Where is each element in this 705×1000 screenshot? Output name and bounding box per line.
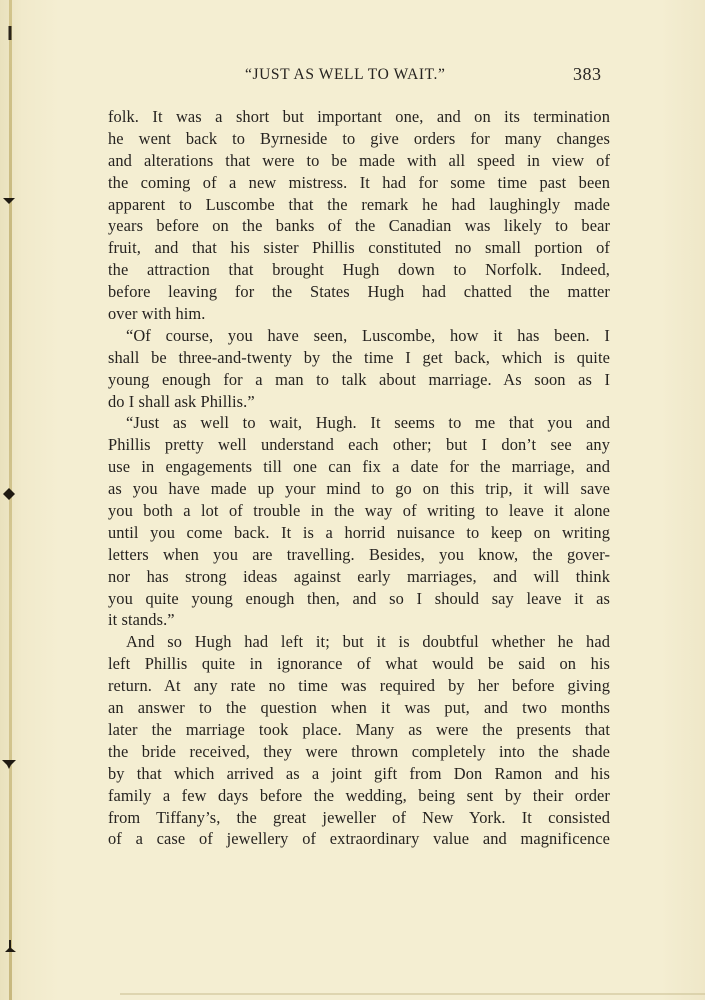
text-line: by that which arrived as a joint gift from Don Ramon and his — [108, 763, 610, 783]
text-line: from Tiffany’s, the great jeweller of New York. It consisted — [108, 807, 610, 827]
text-line: and alterations that were to be made with all speed in view of — [108, 150, 610, 170]
text-line: you both a lot of trouble in the way of writing to leave it alone — [108, 501, 610, 521]
text-line: later the marriage took place. Many as were the presents that — [108, 719, 610, 739]
running-head-title: “JUST AS WELL TO WAIT.” — [245, 66, 446, 83]
binding-edge — [0, 0, 24, 1000]
text-line: the coming of a new mistress. It had for some time past been — [108, 172, 610, 192]
text-line: And so Hugh had left it; but it is doubtful whether he had — [126, 632, 610, 652]
text-line: over with him. — [108, 304, 206, 324]
text-line: he went back to Byrneside to give orders for many changes — [108, 128, 610, 148]
text-line: as you have made up your mind to go on this trip, it will save — [108, 479, 610, 499]
text-line: use in engagements till one can fix a date for the marriage, and — [108, 457, 610, 477]
text-line: folk. It was a short but important one, and on its termination — [108, 107, 610, 126]
text-line: before leaving for the States Hugh had chatted the matter — [108, 282, 610, 302]
body-text — [108, 106, 610, 850]
text-line: do I shall ask Phillis.” — [108, 391, 255, 411]
text-line: you quite young enough then, and so I should say leave it as — [108, 588, 610, 608]
text-line: the attraction that brought Hugh down to Norfolk. Indeed, — [108, 260, 610, 280]
text-line: until you come back. It is a horrid nuisance to keep on writing — [108, 522, 610, 542]
running-head — [0, 66, 705, 88]
text-line: return. At any rate no time was required by her before giving — [108, 676, 610, 696]
text-line: nor has strong ideas against early marriages, and will think — [108, 566, 610, 586]
binding-thread-icon — [3, 940, 17, 954]
text-line: letters when you are travelling. Besides, you know, the gover- — [108, 544, 610, 564]
page-bottom-edge — [120, 993, 705, 995]
text-line: the bride received, they were thrown completely into the shade — [108, 741, 610, 761]
page-number: 383 — [573, 64, 602, 84]
binding-thread-icon — [3, 26, 17, 40]
text-line: left Phillis quite in ignorance of what would be said on his — [108, 654, 610, 674]
binding-thread-icon — [2, 194, 16, 208]
text-line: family a few days before the wedding, being sent by their order — [108, 785, 610, 805]
binding-thread-icon — [2, 487, 16, 501]
text-line: “Just as well to wait, Hugh. It seems to me that you and — [126, 413, 610, 433]
binding-thread-icon — [2, 755, 16, 769]
text-line: years before on the banks of the Canadian was likely to bear — [108, 216, 610, 236]
text-line: apparent to Luscombe that the remark he had laughingly made — [108, 194, 610, 214]
text-line: shall be three-and-twenty by the time I get back, which is quite — [108, 347, 610, 367]
text-line: of a case of jewellery of extraordinary value and magnificence — [108, 829, 610, 849]
text-line: it stands.” — [108, 610, 175, 630]
text-line: “Of course, you have seen, Luscombe, how it has been. I — [126, 325, 610, 345]
text-line: an answer to the question when it was put, and two months — [108, 698, 610, 718]
text-line: Phillis pretty well understand each other; but I don’t see any — [108, 435, 610, 455]
text-line: young enough for a man to talk about marriage. As soon as I — [108, 369, 610, 389]
text-line: fruit, and that his sister Phillis constituted no small portion of — [108, 238, 610, 258]
